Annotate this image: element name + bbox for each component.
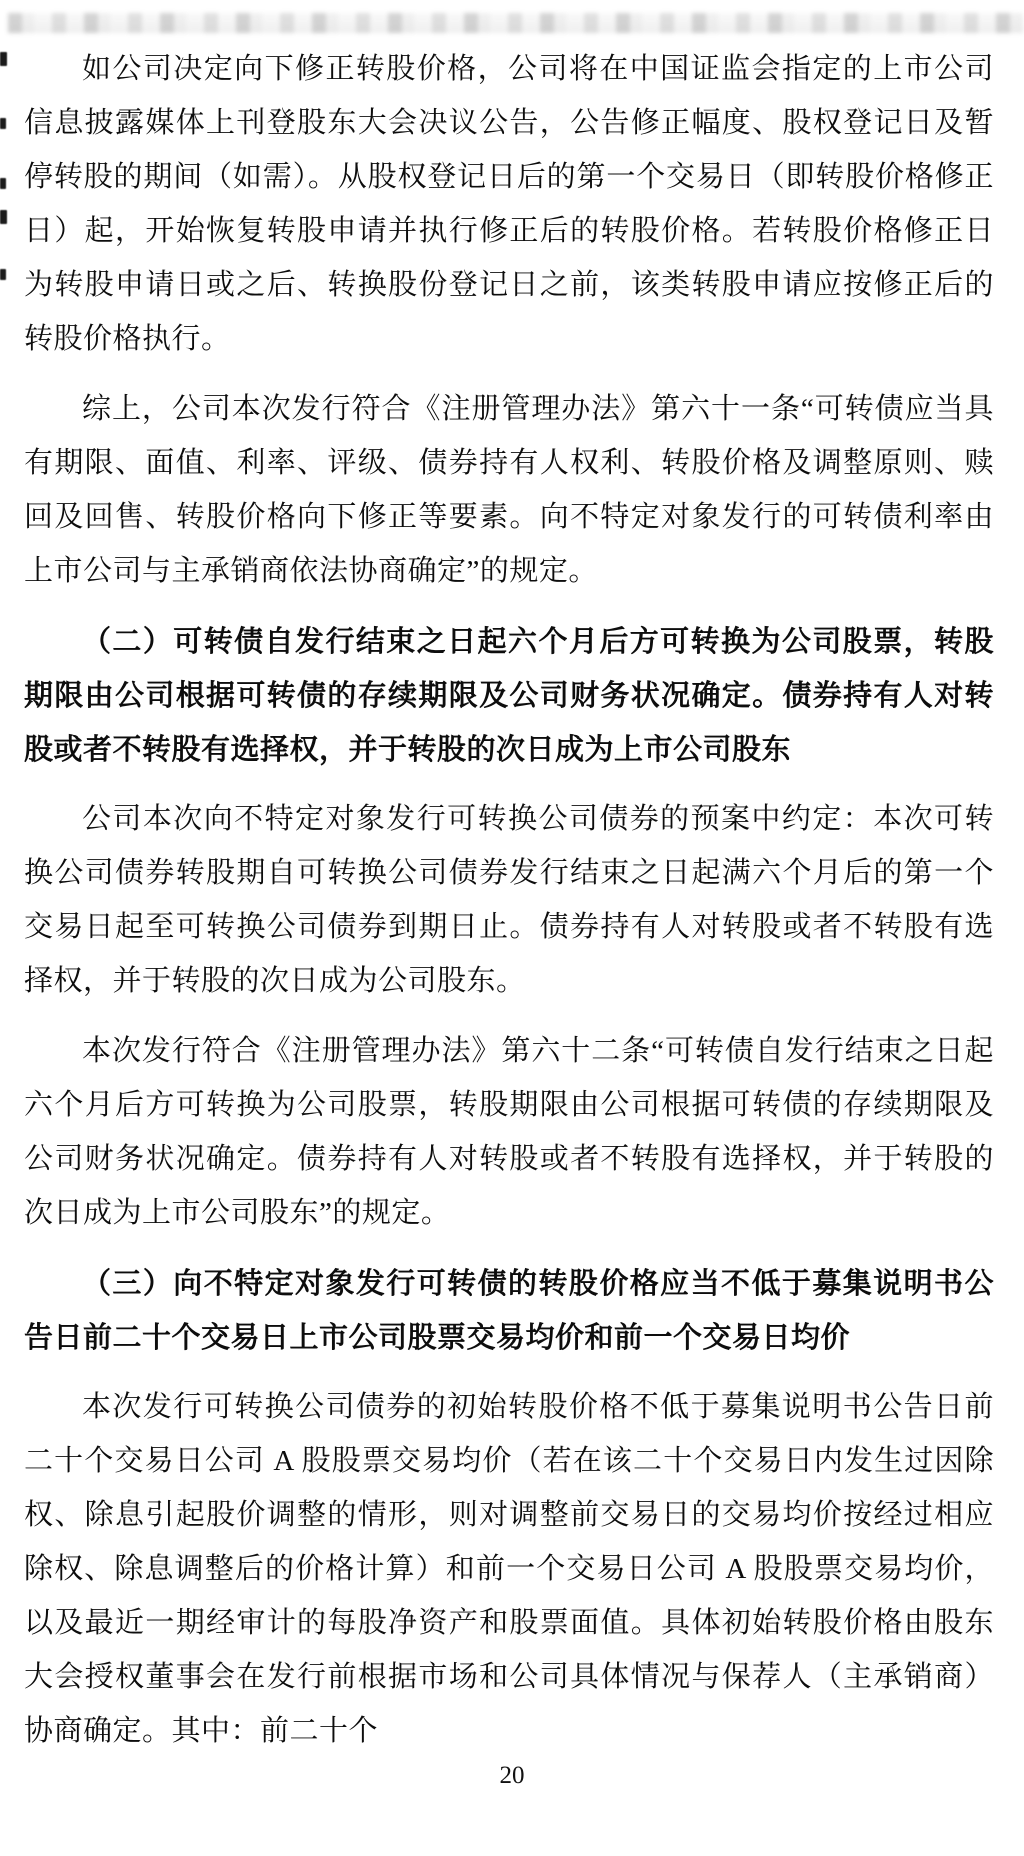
ink-speck (0, 178, 6, 189)
ink-speck (0, 118, 6, 129)
scan-artifact-top (8, 13, 1024, 33)
ink-speck (0, 210, 7, 224)
paragraph-article-62-compliance: 本次发行符合《注册管理办法》第六十二条“可转债自发行结束之日起六个月后方可转换为公司股票，转股期限由公司根据可转债的存续期限及公司财务状况确定。债券持有人对转股或者不转股有选择权，并于转股的次日成为上市公司股东”的规定。 (24, 1035, 994, 1229)
paragraph-conversion-period: 公司本次向不特定对象发行可转换公司债券的预案中约定：本次可转换公司债券转股期自可转换公司债券发行结束之日起满六个月后的第一个交易日起至可转换公司债券到期日止。债券持有人对转股或者不转股有选择权，并于转股的次日成为公司股东。 (24, 803, 994, 997)
page-footer (0, 1760, 1024, 1792)
section-heading-2: （二）可转债自发行结束之日起六个月后方可转换为公司股票，转股期限由公司根据可转债的存续期限及公司财务状况确定。债券持有人对转股或者不转股有选择权，并于转股的次日成为上市公司股东 (24, 624, 994, 766)
paragraph-initial-conversion-price: 本次发行可转换公司债券的初始转股价格不低于募集说明书公告日前二十个交易日公司 A 股股票交易均价（若在该二十个交易日内发生过因除权、除息引起股价调整的情形，则对调整前交易日的交易均价按经过相应除权、除息调整后的价格计算）和前一个交易日公司 A 股股票交易均价，以及最近一期经审计的每股净资产和股票面值。具体初始转股价格由股东大会授权董事会在发行前根据市场和公司具体情况与保荐人（主承销商）协商确定。其中：前二十个 (24, 1391, 994, 1747)
paragraph-price-revision: 如公司决定向下修正转股价格，公司将在中国证监会指定的上市公司信息披露媒体上刊登股东大会决议公告，公告修正幅度、股权登记日及暂停转股的期间（如需）。从股权登记日后的第一个交易日（即转股价格修正日）起，开始恢复转股申请并执行修正后的转股价格。若转股价格修正日为转股申请日或之后、转换股份登记日之前，该类转股申请应按修正后的转股价格执行。 (24, 53, 994, 355)
document-body (24, 42, 994, 1774)
ink-speck (0, 269, 6, 280)
paragraph-article-61-compliance: 综上，公司本次发行符合《注册管理办法》第六十一条“可转债应当具有期限、面值、利率、评级、债券持有人权利、转股价格及调整原则、赎回及回售、转股价格向下修正等要素。向不特定对象发行的可转债利率由上市公司与主承销商依法协商确定”的规定。 (24, 393, 994, 587)
section-heading-3: （三）向不特定对象发行可转债的转股价格应当不低于募集说明书公告日前二十个交易日上市公司股票交易均价和前一个交易日均价 (24, 1266, 994, 1354)
page-number: 20 (499, 1762, 525, 1789)
ink-speck (0, 52, 7, 66)
